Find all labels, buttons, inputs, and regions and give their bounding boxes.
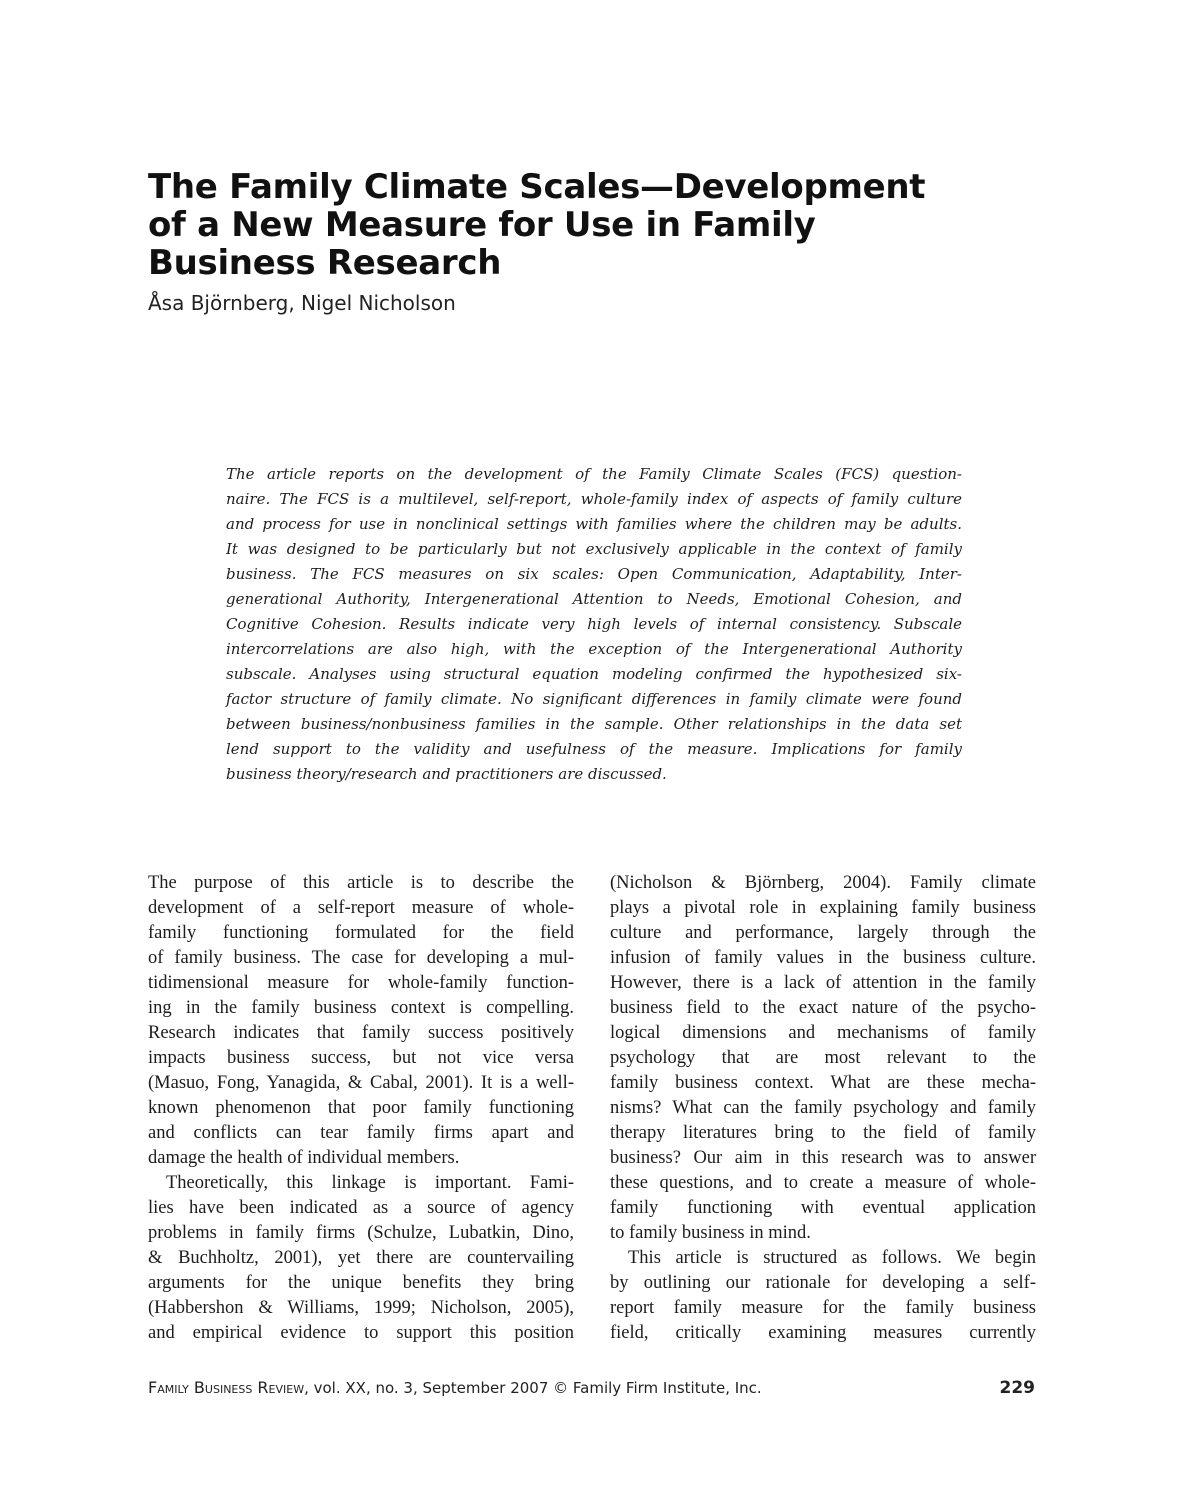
body-line: arguments for the unique benefits they bring xyxy=(148,1273,574,1293)
body-line: However, there is a lack of attention in the family xyxy=(610,973,1036,993)
title-line: The Family Climate Scales—Development xyxy=(148,167,926,207)
page-number: 229 xyxy=(999,1378,1035,1398)
abstract xyxy=(226,462,962,787)
page-footer xyxy=(148,1374,1035,1402)
body-line: lies have been indicated as a source of agency xyxy=(148,1198,574,1218)
abstract-line: Cognitive Cohesion. Results indicate very high levels of internal consistency. Subscale xyxy=(226,615,962,633)
body-line: & Buchholtz, 2001), yet there are countervailing xyxy=(148,1248,574,1268)
body-line: problems in family firms (Schulze, Lubatkin, Dino, xyxy=(148,1223,574,1243)
body-line: infusion of family values in the business culture. xyxy=(610,948,1036,968)
body-line: logical dimensions and mechanisms of family xyxy=(610,1023,1036,1043)
body-line: culture and performance, largely through the xyxy=(610,923,1036,943)
body-line: family business context. What are these mecha- xyxy=(610,1073,1036,1093)
body-column-left xyxy=(148,871,574,1346)
body-line: tidimensional measure for whole-family function- xyxy=(148,973,574,993)
body-line: development of a self-report measure of whole- xyxy=(148,898,574,918)
body-line: therapy literatures bring to the field of family xyxy=(610,1123,1036,1143)
abstract-line: The article reports on the development of the Family Climate Scales (FCS) question- xyxy=(226,465,962,483)
abstract-line: naire. The FCS is a multilevel, self-report, whole-family index of aspects of family culture xyxy=(226,490,962,508)
abstract-line: business. The FCS measures on six scales: Open Communication, Adaptability, Inter- xyxy=(226,565,962,583)
body-line: business field to the exact nature of the psycho- xyxy=(610,998,1036,1018)
article-title xyxy=(148,168,1008,282)
citation-info: , vol. XX, no. 3, September 2007 © Family Firm Institute, Inc. xyxy=(304,1379,762,1397)
body-line: business? Our aim in this research was to answer xyxy=(610,1148,1036,1168)
body-line: Theoretically, this linkage is important. Fami- xyxy=(166,1173,574,1193)
abstract-line: generational Authority, Intergenerational Attention to Needs, Emotional Cohesion, and xyxy=(226,590,962,608)
title-line: of a New Measure for Use in Family xyxy=(148,205,816,245)
body-line: to family business in mind. xyxy=(610,1223,811,1243)
body-line: field, critically examining measures currently xyxy=(610,1323,1036,1343)
body-line: report family measure for the family business xyxy=(610,1298,1036,1318)
body-line: these questions, and to create a measure of whole- xyxy=(610,1173,1036,1193)
title-line: Business Research xyxy=(148,243,502,283)
abstract-line: It was designed to be particularly but not exclusively applicable in the context of family xyxy=(226,540,962,558)
body-line: (Habbershon & Williams, 1999; Nicholson, 2005), xyxy=(148,1298,574,1318)
journal-name: Family Business Review xyxy=(148,1378,305,1397)
body-line: by outlining our rationale for developing a self- xyxy=(610,1273,1036,1293)
abstract-line: factor structure of family climate. No significant differences in family climate were found xyxy=(226,690,962,708)
body-line: ing in the family business context is compelling. xyxy=(148,998,574,1018)
abstract-line: lend support to the validity and usefulness of the measure. Implications for family xyxy=(226,740,962,758)
abstract-line: intercorrelations are also high, with the exception of the Intergenerational Authority xyxy=(226,640,962,658)
body-line: known phenomenon that poor family functioning xyxy=(148,1098,574,1118)
body-line: (Masuo, Fong, Yanagida, & Cabal, 2001). It is a well- xyxy=(148,1073,574,1093)
body-line: plays a pivotal role in explaining family business xyxy=(610,898,1036,918)
body-line: and conflicts can tear family firms apart and xyxy=(148,1123,574,1143)
body-line: Research indicates that family success positively xyxy=(148,1023,574,1043)
abstract-line: business theory/research and practitioners are discussed. xyxy=(226,765,667,783)
abstract-line: between business/nonbusiness families in the sample. Other relationships in the data set xyxy=(226,715,962,733)
author-list: Åsa Björnberg, Nigel Nicholson xyxy=(148,291,456,315)
body-line: (Nicholson & Björnberg, 2004). Family climate xyxy=(610,873,1036,893)
abstract-line: subscale. Analyses using structural equation modeling confirmed the hypothesized six- xyxy=(226,665,962,683)
body-line: damage the health of individual members. xyxy=(148,1148,460,1168)
abstract-line: and process for use in nonclinical settings with families where the children may be adults. xyxy=(226,515,962,533)
body-line: of family business. The case for developing a mul- xyxy=(148,948,574,968)
body-line: family functioning with eventual application xyxy=(610,1198,1036,1218)
body-column-right xyxy=(610,871,1036,1346)
body-line: and empirical evidence to support this position xyxy=(148,1323,574,1343)
body-line: The purpose of this article is to describe the xyxy=(148,873,574,893)
body-line: impacts business success, but not vice versa xyxy=(148,1048,574,1068)
body-line: family functioning formulated for the field xyxy=(148,923,574,943)
body-line: This article is structured as follows. We begin xyxy=(628,1248,1036,1268)
body-line: psychology that are most relevant to the xyxy=(610,1048,1036,1068)
body-line: nisms? What can the family psychology and family xyxy=(610,1098,1036,1118)
